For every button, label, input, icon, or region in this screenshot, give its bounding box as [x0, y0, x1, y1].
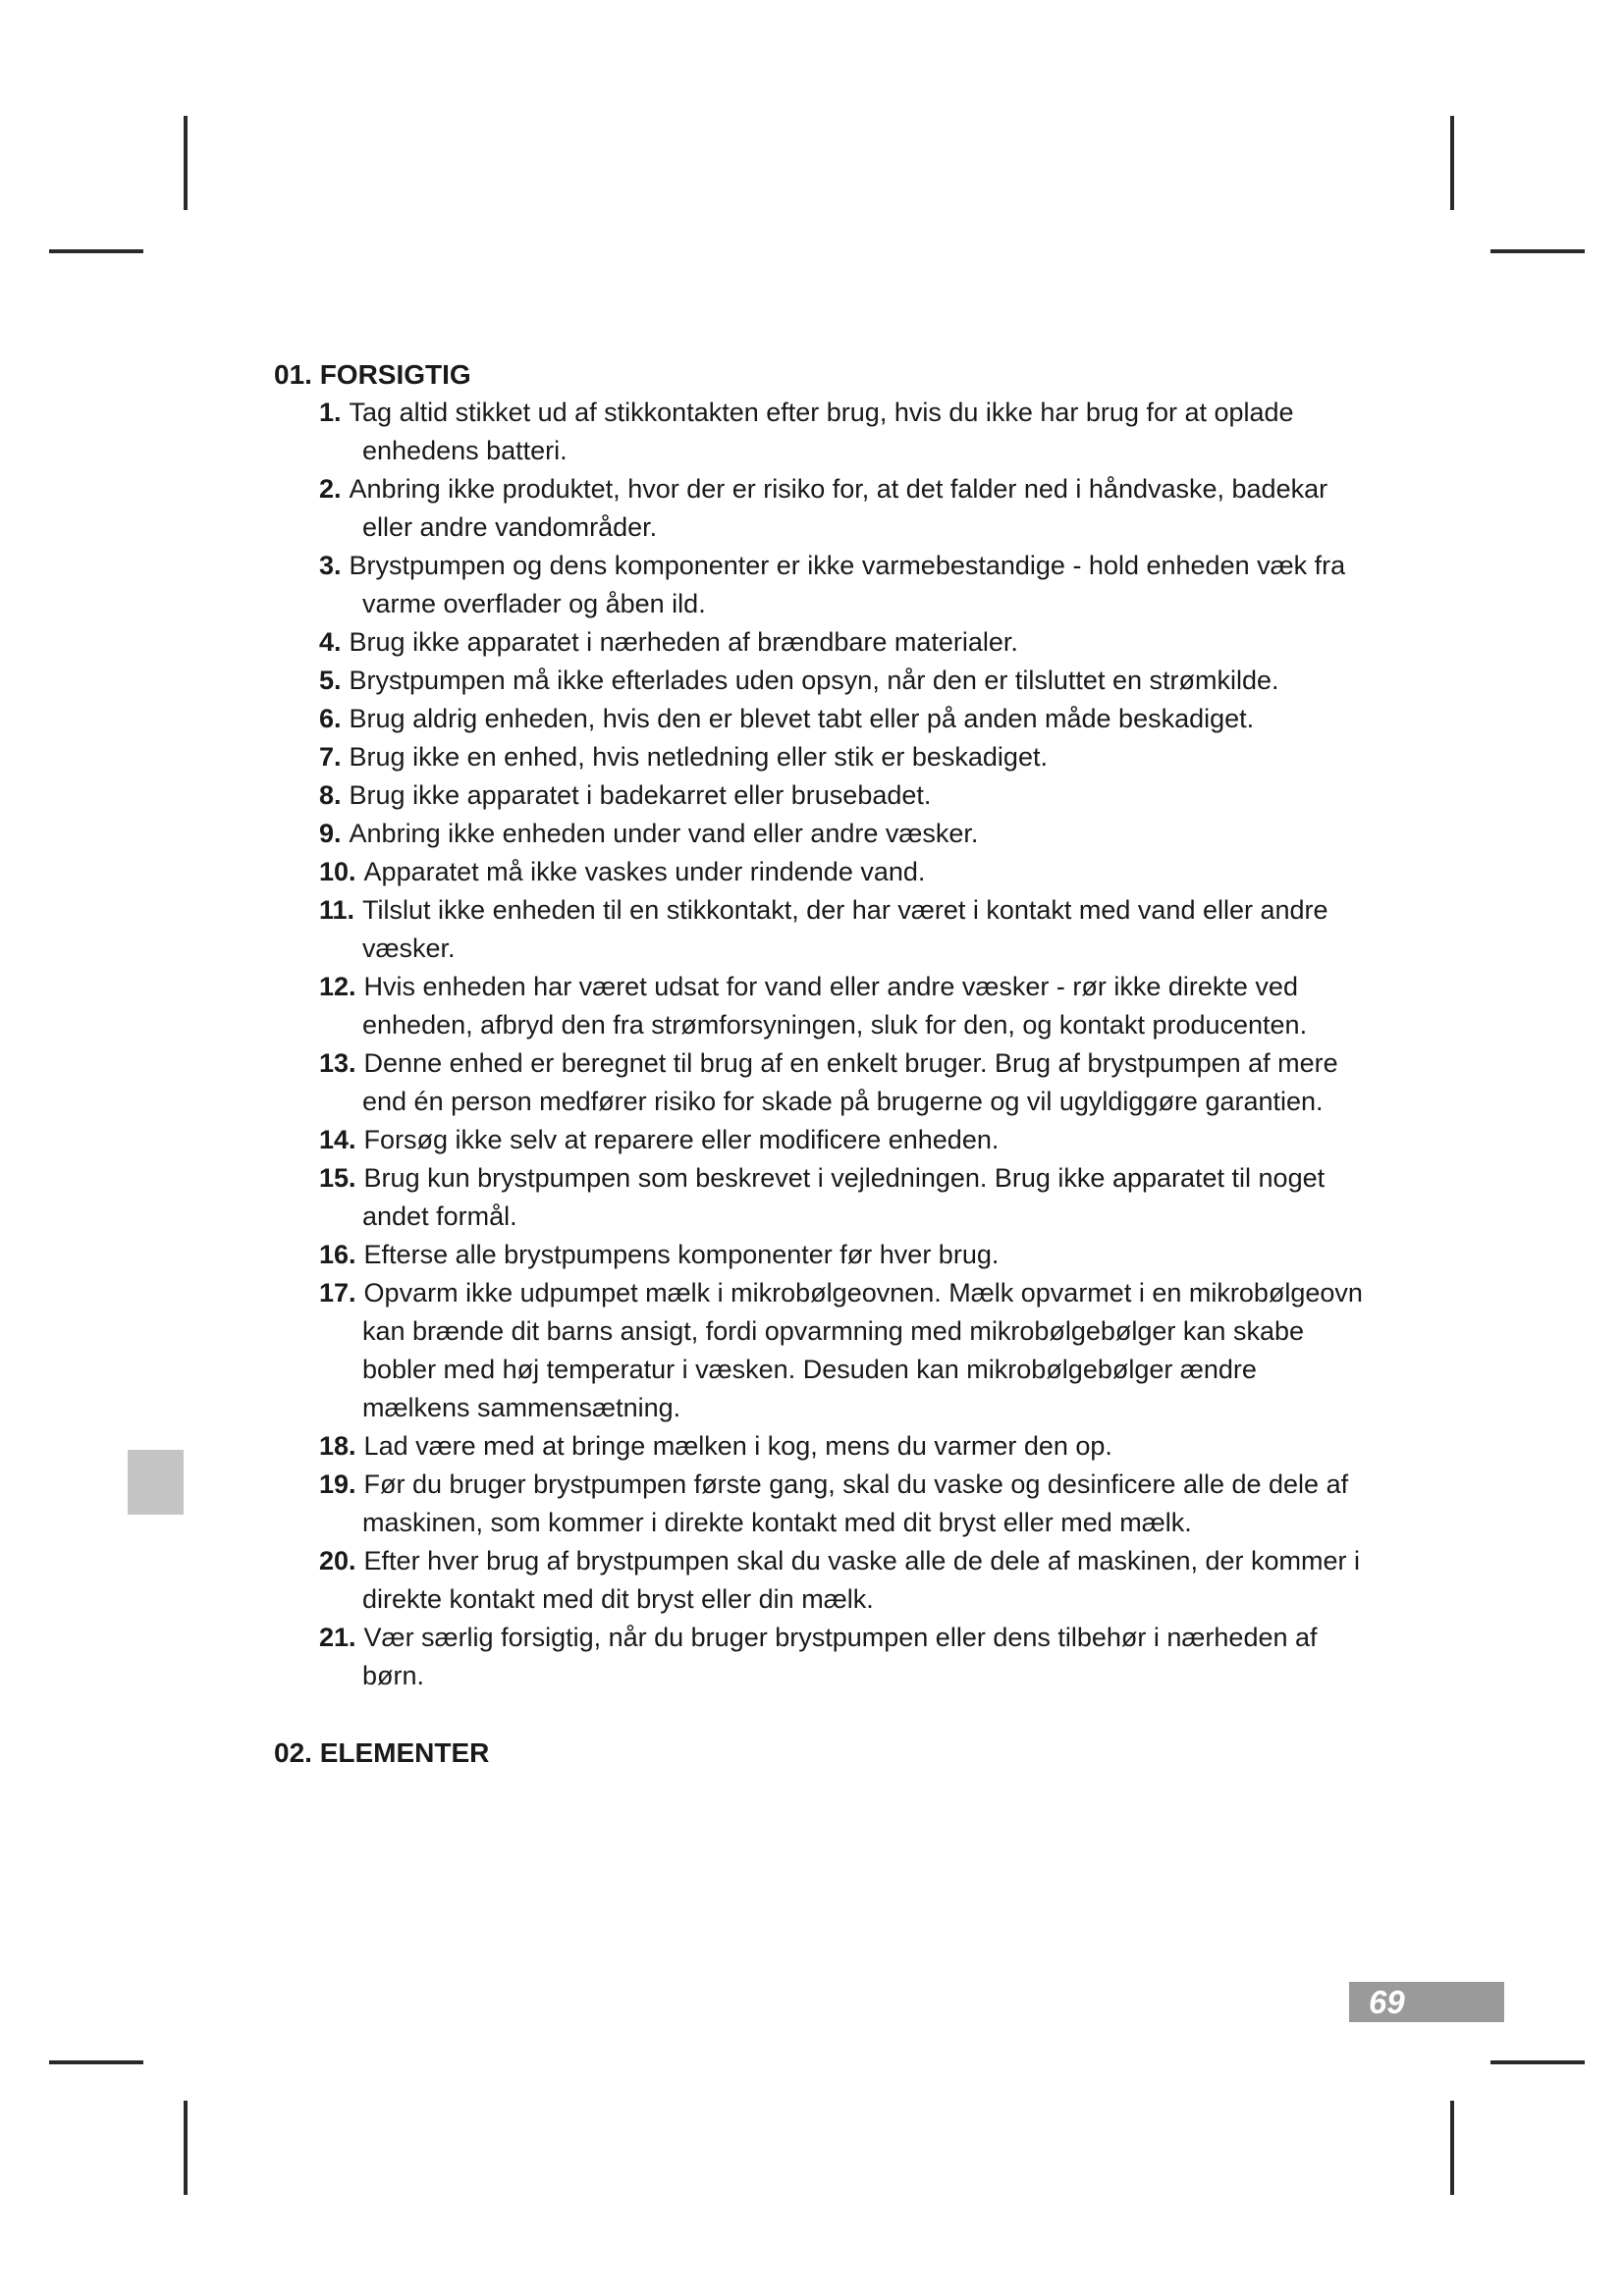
list-item-text: Før du bruger brystpumpen første gang, skal du vaske og desinficere alle de dele af maskinen, som kommer i direkte kontakt med dit bryst eller med mælk. [362, 1469, 1349, 1537]
list-item-text: Brug aldrig enheden, hvis den er blevet tabt eller på anden måde beskadiget. [349, 704, 1255, 733]
list-item-text: Tag altid stikket ud af stikkontakten efter brug, hvis du ikke har brug for at oplade enhedens batteri. [349, 398, 1294, 465]
list-item [319, 1542, 1364, 1619]
list-item [319, 1159, 1364, 1236]
list-item [319, 776, 1364, 815]
list-item [319, 1044, 1364, 1121]
list-item-text: Vær særlig forsigtig, når du bruger brystpumpen eller dens tilbehør i nærheden af børn. [362, 1623, 1318, 1690]
list-item [319, 968, 1364, 1044]
list-item-number: 14. [319, 1125, 356, 1154]
list-item [319, 470, 1364, 547]
side-tab-marker [128, 1450, 184, 1515]
list-item-number: 19. [319, 1469, 356, 1499]
list-item [319, 853, 1364, 891]
list-item-number: 16. [319, 1240, 356, 1269]
list-item [319, 547, 1364, 623]
list-item-text: Anbring ikke enheden under vand eller andre væsker. [349, 819, 979, 848]
list-item [319, 623, 1364, 662]
list-item [319, 891, 1364, 968]
page-number: 69 [1349, 1982, 1504, 2022]
section-heading-elements: 02. ELEMENTER [274, 1737, 490, 1768]
list-item-text: Brug ikke en enhed, hvis netledning eller stik er beskadiget. [349, 742, 1048, 772]
list-item-text: Opvarm ikke udpumpet mælk i mikrobølgeovnen. Mælk opvarmet i en mikrobølgeovn kan brænde dit barns ansigt, fordi opvarmning med mikrobølgebølger kan skabe bobler med høj temperatur i væsken. Desuden kan mikrobølgebølger ændre mælkens sammensætning. [362, 1278, 1363, 1422]
list-item [319, 700, 1364, 738]
list-item [319, 738, 1364, 776]
crop-mark-bottom-right-horizontal [1490, 2060, 1585, 2064]
list-item-number: 15. [319, 1163, 356, 1193]
list-item-number: 3. [319, 551, 342, 580]
list-item [319, 815, 1364, 853]
list-item-number: 10. [319, 857, 356, 886]
list-item-number: 12. [319, 972, 356, 1001]
list-item [319, 1466, 1364, 1542]
list-item-text: Forsøg ikke selv at reparere eller modificere enheden. [363, 1125, 1000, 1154]
list-item-number: 20. [319, 1546, 356, 1575]
crop-mark-top-left-horizontal [49, 249, 143, 253]
list-item-text: Brystpumpen og dens komponenter er ikke varmebestandige - hold enheden væk fra varme overflader og åben ild. [349, 551, 1346, 618]
section-heading-caution: 01. FORSIGTIG [274, 359, 471, 390]
list-item-text: Brystpumpen må ikke efterlades uden opsyn, når den er tilsluttet en strømkilde. [349, 666, 1279, 695]
list-item-number: 7. [319, 742, 342, 772]
page-content [274, 355, 1364, 1772]
list-item-number: 21. [319, 1623, 356, 1652]
list-item-number: 9. [319, 819, 342, 848]
list-item-text: Apparatet må ikke vaskes under rindende vand. [363, 857, 926, 886]
list-item-text: Hvis enheden har været udsat for vand eller andre væsker - rør ikke direkte ved enheden, afbryd den fra strømforsyningen, sluk for den, og kontakt producenten. [362, 972, 1308, 1040]
list-item-text: Efterse alle brystpumpens komponenter før hver brug. [363, 1240, 1000, 1269]
list-item-text: Lad være med at bringe mælken i kog, mens du varmer den op. [363, 1431, 1112, 1461]
list-item [319, 1236, 1364, 1274]
list-item-number: 2. [319, 474, 342, 504]
crop-mark-bottom-left-vertical [184, 2101, 188, 2195]
list-item-number: 8. [319, 780, 342, 810]
list-item-number: 6. [319, 704, 342, 733]
list-item [319, 1427, 1364, 1466]
list-item-text: Brug ikke apparatet i badekarret eller brusebadet. [349, 780, 932, 810]
caution-list [274, 394, 1364, 1695]
crop-mark-top-right-vertical [1450, 116, 1454, 210]
list-item [319, 394, 1364, 470]
crop-mark-top-right-horizontal [1490, 249, 1585, 253]
list-item-text: Anbring ikke produktet, hvor der er risiko for, at det falder ned i håndvaske, badekar eller andre vandområder. [349, 474, 1328, 542]
list-item-text: Efter hver brug af brystpumpen skal du vaske alle de dele af maskinen, der kommer i direkte kontakt med dit bryst eller din mælk. [362, 1546, 1361, 1614]
list-item-number: 17. [319, 1278, 356, 1308]
list-item-number: 11. [319, 895, 355, 925]
crop-mark-bottom-left-horizontal [49, 2060, 143, 2064]
list-item-number: 18. [319, 1431, 356, 1461]
crop-mark-top-left-vertical [184, 116, 188, 210]
crop-mark-bottom-right-vertical [1450, 2101, 1454, 2195]
list-item [319, 1121, 1364, 1159]
list-item-text: Tilslut ikke enheden til en stikkontakt, der har været i kontakt med vand eller andre væsker. [362, 895, 1328, 963]
list-item [319, 662, 1364, 700]
list-item-text: Denne enhed er beregnet til brug af en enkelt bruger. Brug af brystpumpen af mere end én person medfører risiko for skade på brugerne og vil ugyldiggøre garantien. [362, 1048, 1338, 1116]
list-item [319, 1619, 1364, 1695]
list-item-number: 1. [319, 398, 342, 427]
list-item-number: 4. [319, 627, 342, 657]
list-item-text: Brug kun brystpumpen som beskrevet i vejledningen. Brug ikke apparatet til noget andet formål. [362, 1163, 1326, 1231]
list-item-number: 5. [319, 666, 342, 695]
list-item-number: 13. [319, 1048, 356, 1078]
list-item [319, 1274, 1364, 1427]
list-item-text: Brug ikke apparatet i nærheden af brændbare materialer. [349, 627, 1018, 657]
